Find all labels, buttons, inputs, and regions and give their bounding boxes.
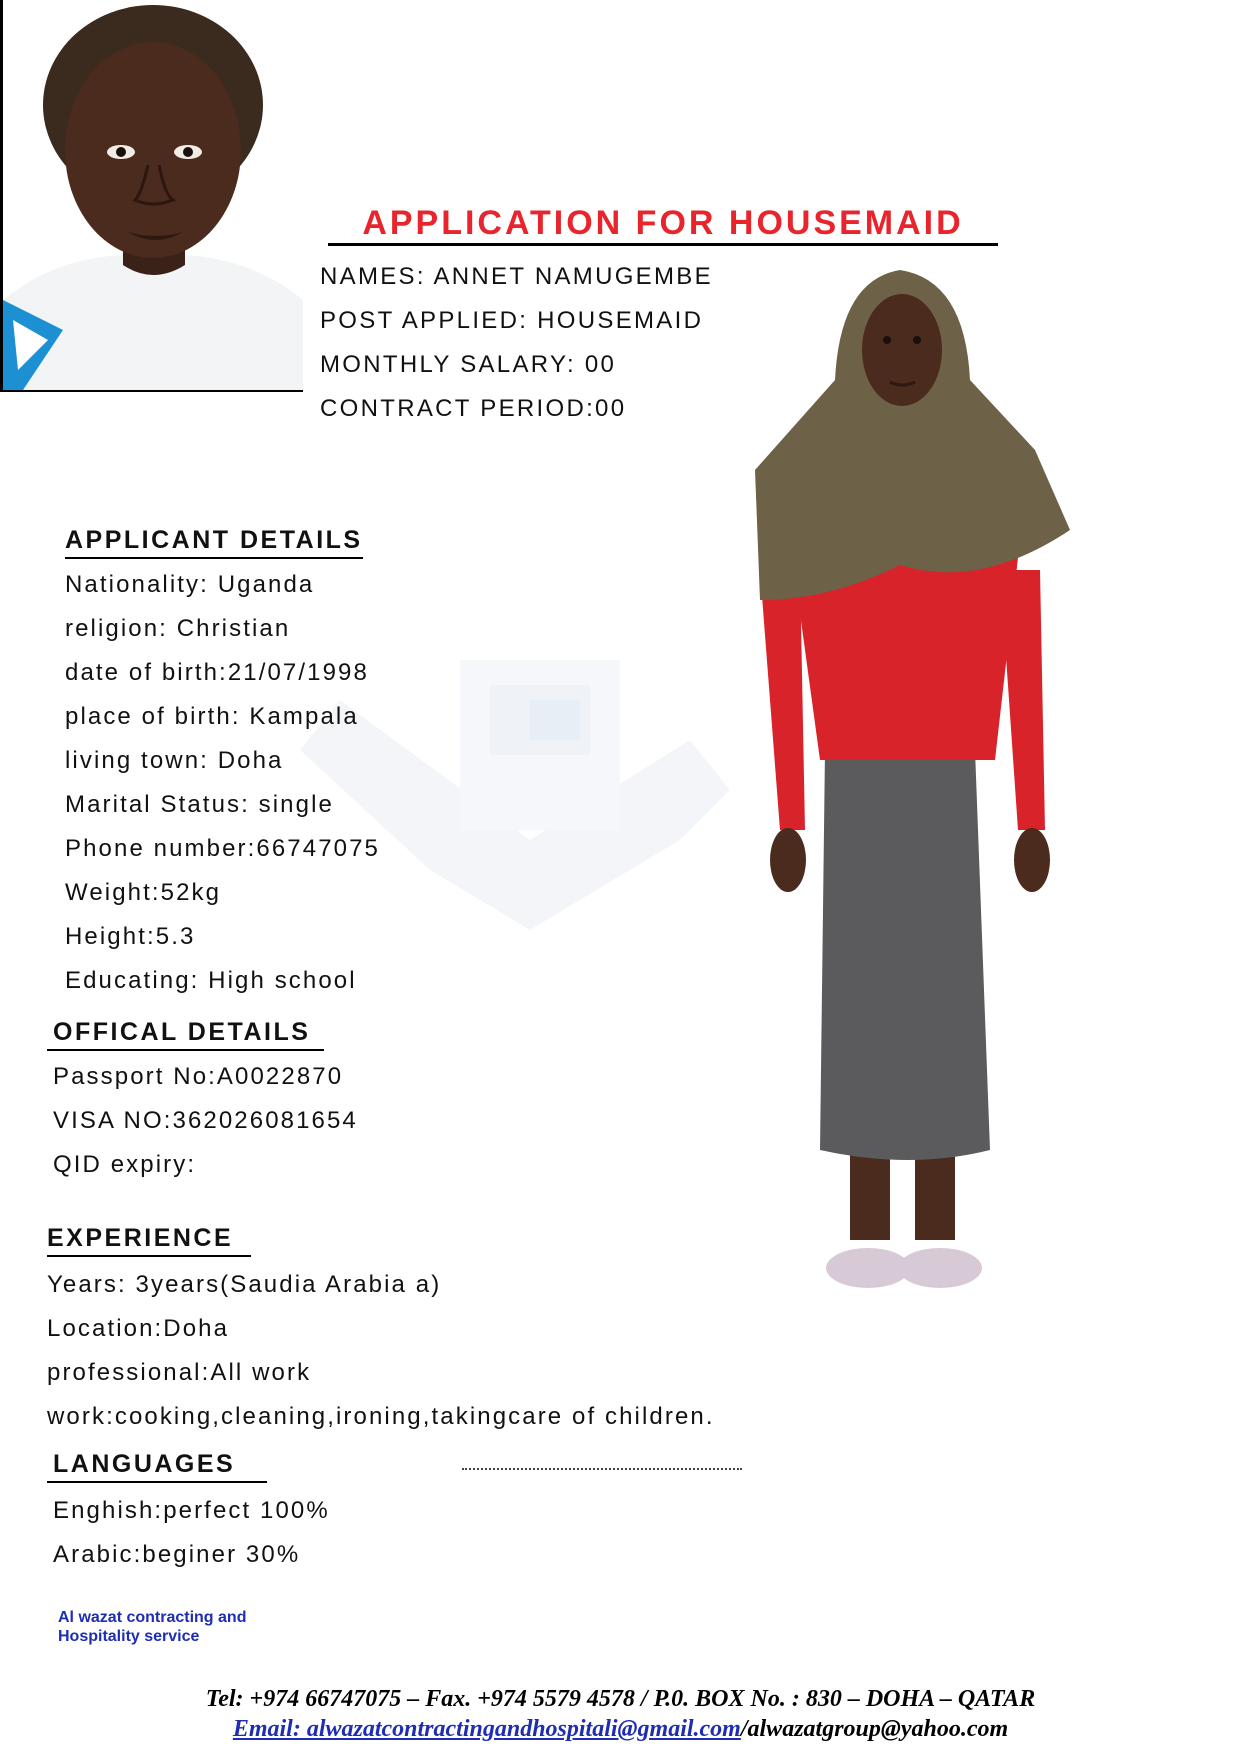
official-details-heading: OFFICAL DETAILS (47, 1016, 324, 1051)
applicant-line: Phone number:66747075 (65, 835, 380, 862)
official-line: QID expiry: (53, 1151, 197, 1178)
applicant-line: Weight:52kg (65, 879, 222, 906)
applicant-line: religion: Christian (65, 615, 291, 642)
contract-period-line: CONTRACT PERIOD:00 (320, 395, 627, 422)
applicant-line: Nationality: Uganda (65, 571, 315, 598)
portrait-photo (0, 0, 303, 392)
language-line: Enghish:perfect 100% (53, 1497, 330, 1524)
applicant-line: living town: Doha (65, 747, 284, 774)
dashed-divider (462, 1468, 742, 1472)
experience-line: work:cooking,cleaning,ironing,takingcare of children. (47, 1403, 715, 1430)
applicant-line: Educating: High school (65, 967, 357, 994)
monthly-salary-line: MONTHLY SALARY: 00 (320, 351, 617, 378)
footer-contact: Tel: +974 66747075 – Fax. +974 5579 4578 / P.0. BOX No. : 830 – DOHA – QATAR (205, 1686, 1036, 1712)
applicant-details-heading: APPLICANT DETAILS (65, 524, 363, 559)
experience-line: Years: 3years(Saudia Arabia a) (47, 1271, 442, 1298)
names-line: NAMES: ANNET NAMUGEMBE (320, 263, 713, 290)
applicant-line: date of birth:21/07/1998 (65, 659, 369, 686)
language-line: Arabic:beginer 30% (53, 1541, 301, 1568)
company-name (58, 1608, 278, 1646)
company-name-line2: Hospitality service (58, 1628, 200, 1645)
experience-line: Location:Doha (47, 1315, 230, 1342)
languages-heading: LANGUAGES (47, 1448, 267, 1483)
applicant-line: place of birth: Kampala (65, 703, 359, 730)
official-line: VISA NO:362026081654 (53, 1107, 358, 1134)
post-applied-line: POST APPLIED: HOUSEMAID (320, 307, 704, 334)
experience-line: professional:All work (47, 1359, 312, 1386)
applicant-line: Marital Status: single (65, 791, 334, 818)
official-line: Passport No:A0022870 (53, 1063, 344, 1090)
alt-email: /alwazatgroup@yahoo.com (740, 1716, 1009, 1742)
footer-email (0, 1716, 1241, 1743)
experience-heading: EXPERIENCE (47, 1222, 251, 1257)
company-name-line1: Al wazat contracting and (58, 1609, 247, 1626)
email-link[interactable]: Email: alwazatcontractingandhospitali@gmail.com (232, 1716, 741, 1742)
page-title: APPLICATION FOR HOUSEMAID (328, 203, 998, 246)
full-body-photo (750, 270, 1100, 1330)
applicant-line: Height:5.3 (65, 923, 196, 950)
